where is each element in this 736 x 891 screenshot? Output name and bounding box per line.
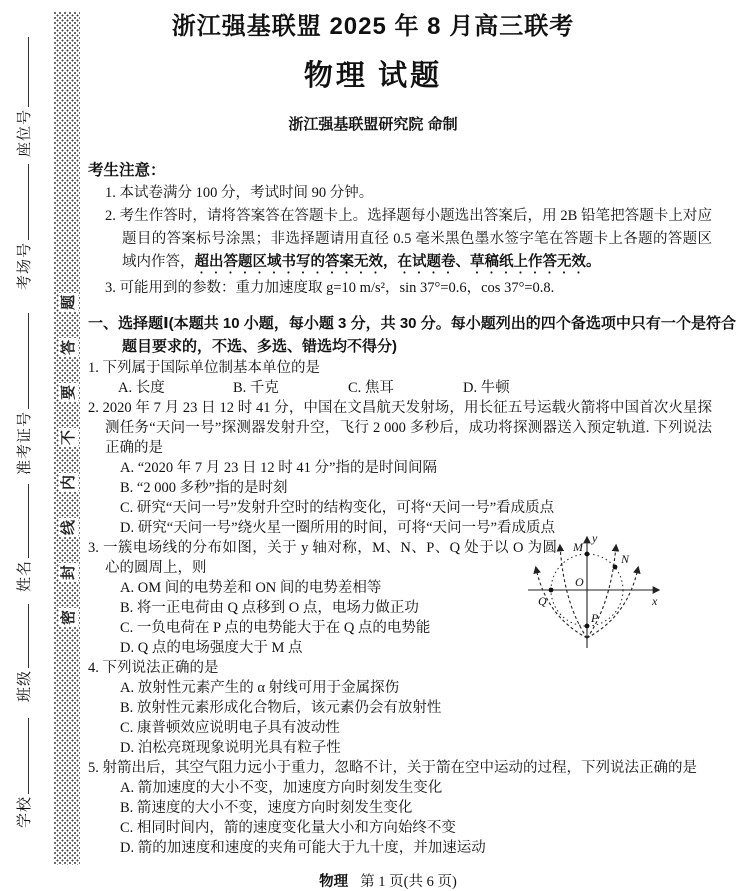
exam-title: 浙江强基联盟 2025 年 8 月高三联考: [171, 13, 575, 40]
seal-field-2: 考场号: [15, 164, 35, 290]
option-c: C. 一负电荷在 P 点的电势能大于在 Q 点的电势能: [120, 620, 431, 636]
seal-band-text: 密封线内不要答题: [60, 294, 77, 625]
question-1: [88, 358, 712, 398]
page-footer: [88, 870, 688, 891]
option-a: A. 长度: [118, 380, 165, 396]
point-N: [613, 565, 618, 570]
label-y-axis: y: [592, 531, 598, 545]
question-4-stem: [88, 658, 712, 678]
footer-page-number: 第 1 页(共 6 页): [360, 874, 457, 890]
question-4: [88, 658, 712, 758]
option-c: C. 研究“天问一号”发射升空时的结构变化，可将“天问一号”看成质点: [120, 500, 555, 516]
option-b: B. “2 000 多秒”指的是时刻: [120, 480, 288, 496]
section-1-heading: 一、选择题Ⅰ(本题共 10 小题，每小题 3 分，共 30 分。每小题列出的四个备选项中只有一个是符合题目要求的，不选、多选、错选均不得分): [88, 315, 736, 355]
question-2: [88, 398, 712, 538]
notice-text: 本试卷满分 100 分，考试时间 90 分钟。: [119, 185, 374, 201]
header: [88, 12, 658, 134]
question-5: [88, 758, 712, 858]
option-b: B. 将一正电荷由 Q 点移到 O 点，电场力做正功: [120, 600, 419, 616]
question-5-options: [120, 778, 712, 858]
main-content: [88, 0, 736, 891]
option-b: B. 箭速度的大小不变，速度方向时刻发生变化: [120, 800, 413, 816]
option-d: D. 箭的加速度和速度的夹角可能大于九十度，并加速运动: [120, 840, 486, 856]
question-3-stem: [88, 538, 557, 578]
notice-num: 3.: [105, 280, 116, 296]
seal-field-5: 班级: [15, 604, 35, 702]
option-d: D. 牛顿: [463, 380, 510, 396]
question-text: 一簇电场线的分布如图，关于 y 轴对称，M、N、P、Q 处于以 O 为圆心的圆周上，则: [102, 540, 557, 576]
seal-field-1: 座位号: [15, 37, 35, 157]
question-2-stem: [88, 398, 712, 458]
question-3-options: [120, 578, 540, 658]
question-text: 下列说法正确的是: [102, 660, 219, 676]
option-a: A. “2020 年 7 月 23 日 12 时 41 分”指的是时间间隔: [120, 460, 437, 476]
question-4-options: [120, 678, 712, 758]
notice-num: 2.: [105, 208, 116, 224]
question-number: 2.: [88, 400, 99, 416]
label-O: O: [575, 575, 584, 589]
option-a: A. OM 间的电势差和 ON 间的电势差相等: [120, 580, 382, 596]
subject-title: 物理 试题: [303, 60, 443, 92]
option-a: A. 箭加速度的大小不变，加速度方向时刻发生变化: [120, 780, 443, 796]
notice-num: 1.: [105, 185, 116, 201]
option-a: A. 放射性元素产生的 α 射线可用于金属探伤: [120, 680, 400, 696]
question-2-options: [120, 458, 712, 538]
question-1-options: [118, 378, 712, 398]
option-d: D. Q 点的电场强度大于 M 点: [120, 640, 303, 656]
question-3: [88, 531, 712, 658]
option-d: D. 泊松亮斑现象说明光具有粒子性: [120, 740, 341, 756]
option-c: C. 康普顿效应说明电子具有波动性: [120, 720, 340, 736]
question-number: 5.: [88, 760, 99, 776]
notice-text: 考生作答时，请将答案答在答题卡上。选择题每小题选出答案后，用 2B 铅笔把答题卡上对应题目的答案标号涂黑；非选择题请用直径 0.5 毫米黑色墨水签字笔在答题卡上各题的答题区域内作答，: [119, 208, 713, 270]
field-line-2: [560, 546, 587, 638]
notice-emphasis: 超出答题区域书写的答案无效，在试题卷、草稿纸上作答无效。: [194, 254, 601, 270]
notice-heading: 考生注意：: [88, 162, 166, 179]
seal-field-6: 学校: [15, 718, 35, 828]
seal-field-4: 姓名: [15, 484, 35, 592]
label-N: N: [621, 552, 630, 566]
label-x-axis: x: [652, 594, 658, 608]
notice-item-1: [88, 182, 712, 205]
footer-subject: 物理: [319, 874, 349, 890]
point-Q: [549, 588, 554, 593]
question-5-stem: [88, 758, 712, 778]
field-line-4: [587, 568, 638, 638]
question-number: 1.: [88, 360, 99, 376]
notice-section: [88, 160, 712, 300]
question-text: 射箭出后，其空气阻力远小于重力，忽略不计，关于箭在空中运动的过程，下列说法正确的是: [102, 760, 697, 776]
question-number: 3.: [88, 540, 99, 556]
point-M: [585, 552, 590, 557]
label-P: P: [591, 611, 599, 625]
option-c: C. 相同时间内，箭的速度变化量大小和方向始终不变: [120, 820, 456, 836]
issuer-line: 浙江强基联盟研究院 命制: [288, 116, 458, 133]
question-text: 下列属于国际单位制基本单位的是: [102, 360, 320, 376]
option-d: D. 研究“天问一号”绕火星一圈所用的时间，可将“天问一号”看成质点: [120, 520, 555, 536]
option-b: B. 放射性元素形成化合物后，该元素仍会有放射性: [120, 700, 442, 716]
option-b: B. 千克: [233, 380, 279, 396]
notice-item-2: [88, 205, 712, 277]
label-M: M: [573, 540, 583, 554]
question-text: 2020 年 7 月 23 日 12 时 41 分，中国在文昌航天发射场，用长征五号运载火箭将中国首次火星探测任务“天问一号”探测器发射升空，飞行 2 000 多秒后，成功将探测器送入预定轨道. 下列说法正确的是: [102, 400, 713, 456]
option-c: C. 焦耳: [348, 380, 394, 396]
field-lines-figure: [524, 528, 666, 652]
question-number: 4.: [88, 660, 99, 676]
question-1-stem: [88, 358, 712, 378]
seal-field-3: 准考证号: [15, 313, 35, 475]
notice-text: 可能用到的参数：重力加速度取 g=10 m/s²，sin 37°=0.6，cos 37°=0.8.: [119, 280, 555, 296]
point-P: [585, 624, 590, 629]
label-Q: Q: [538, 594, 547, 608]
notice-item-3: [88, 277, 712, 300]
